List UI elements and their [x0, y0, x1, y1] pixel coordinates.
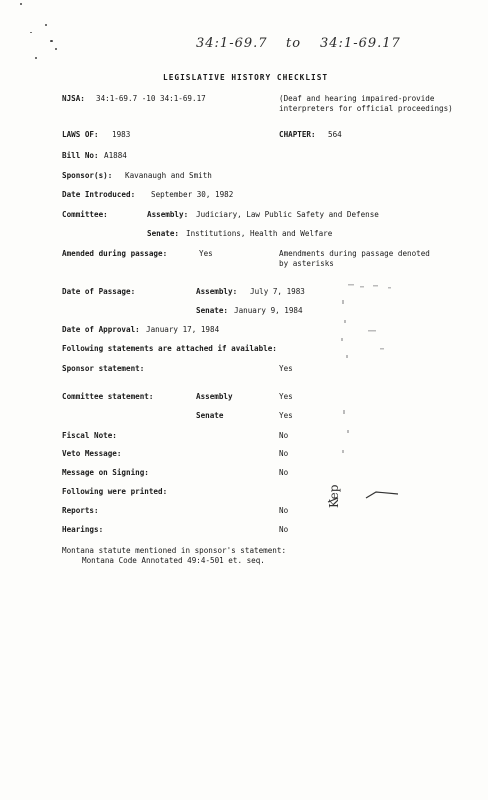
njsa-note-line1: (Deaf and hearing impaired-provide — [279, 94, 435, 103]
laws-of-value: 1983 — [112, 130, 131, 139]
committee-statement-assembly-label: Assembly — [196, 392, 233, 401]
njsa-note-line2: interpreters for official proceedings) — [279, 104, 453, 113]
amended-label: Amended during passage: — [62, 249, 168, 258]
scan-speck — [55, 48, 57, 50]
fiscal-note-value: No — [279, 431, 289, 440]
committee-statement-senate-label: Senate — [196, 411, 224, 420]
bill-no-value: A1884 — [104, 151, 127, 160]
handwritten-to: to — [286, 36, 302, 51]
amended-note-line1: Amendments during passage denoted — [279, 249, 430, 258]
committee-statement-senate-value: Yes — [279, 411, 293, 420]
committee-senate-label: Senate: — [147, 229, 180, 238]
sponsors-label: Sponsor(s): — [62, 171, 113, 180]
reports-label: Reports: — [62, 506, 99, 515]
veto-message-value: No — [279, 449, 289, 458]
passage-senate-value: January 9, 1984 — [234, 306, 303, 315]
scan-speck — [20, 3, 22, 5]
amended-note-line2: by asterisks — [279, 259, 334, 268]
attached-heading: Following statements are attached if available: — [62, 344, 277, 353]
chapter-label: CHAPTER: — [279, 130, 316, 139]
sponsor-statement-label: Sponsor statement: — [62, 364, 145, 373]
bill-no-label: Bill No: — [62, 151, 99, 160]
passage-senate-label: Senate: — [196, 306, 229, 315]
passage-label: Date of Passage: — [62, 287, 136, 296]
document-title: LEGISLATIVE HISTORY CHECKLIST — [163, 73, 329, 82]
message-signing-label: Message on Signing: — [62, 468, 149, 477]
chapter-value: 564 — [328, 130, 342, 139]
approval-value: January 17, 1984 — [146, 325, 220, 334]
date-introduced-value: September 30, 1982 — [151, 190, 234, 199]
passage-assembly-label: Assembly: — [196, 287, 238, 296]
hearings-label: Hearings: — [62, 525, 104, 534]
committee-assembly-value: Judiciary, Law Public Safety and Defense — [196, 210, 379, 219]
montana-line1: Montana statute mentioned in sponsor's statement: — [62, 546, 287, 555]
printed-heading: Following were printed: — [62, 487, 168, 496]
scan-speck — [45, 24, 47, 26]
scan-speck — [30, 32, 32, 33]
message-signing-value: No — [279, 468, 289, 477]
montana-line2: Montana Code Annotated 49:4-501 et. seq. — [82, 556, 265, 565]
stamp-mark — [318, 280, 408, 520]
handwritten-citation-left: 34:1-69.7 — [196, 36, 268, 51]
sponsor-statement-value: Yes — [279, 364, 293, 373]
handwritten-citation-right: 34:1-69.17 — [320, 36, 401, 51]
fiscal-note-label: Fiscal Note: — [62, 431, 117, 440]
reports-value: No — [279, 506, 289, 515]
njsa-value: 34:1-69.7 -10 34:1-69.17 — [96, 94, 206, 103]
date-introduced-label: Date Introduced: — [62, 190, 136, 199]
scan-speck — [35, 57, 37, 59]
stamp-text: Kep — [327, 484, 341, 508]
committee-statement-assembly-value: Yes — [279, 392, 293, 401]
laws-of-label: LAWS OF: — [62, 130, 99, 139]
approval-label: Date of Approval: — [62, 325, 140, 334]
committee-label: Committee: — [62, 210, 108, 219]
njsa-label: NJSA: — [62, 94, 85, 103]
committee-statement-label: Committee statement: — [62, 392, 154, 401]
sponsors-value: Kavanaugh and Smith — [125, 171, 212, 180]
committee-senate-value: Institutions, Health and Welfare — [186, 229, 333, 238]
committee-assembly-label: Assembly: — [147, 210, 189, 219]
scan-speck — [50, 40, 53, 42]
amended-value: Yes — [199, 249, 213, 258]
passage-assembly-value: July 7, 1983 — [250, 287, 305, 296]
veto-message-label: Veto Message: — [62, 449, 122, 458]
hearings-value: No — [279, 525, 289, 534]
